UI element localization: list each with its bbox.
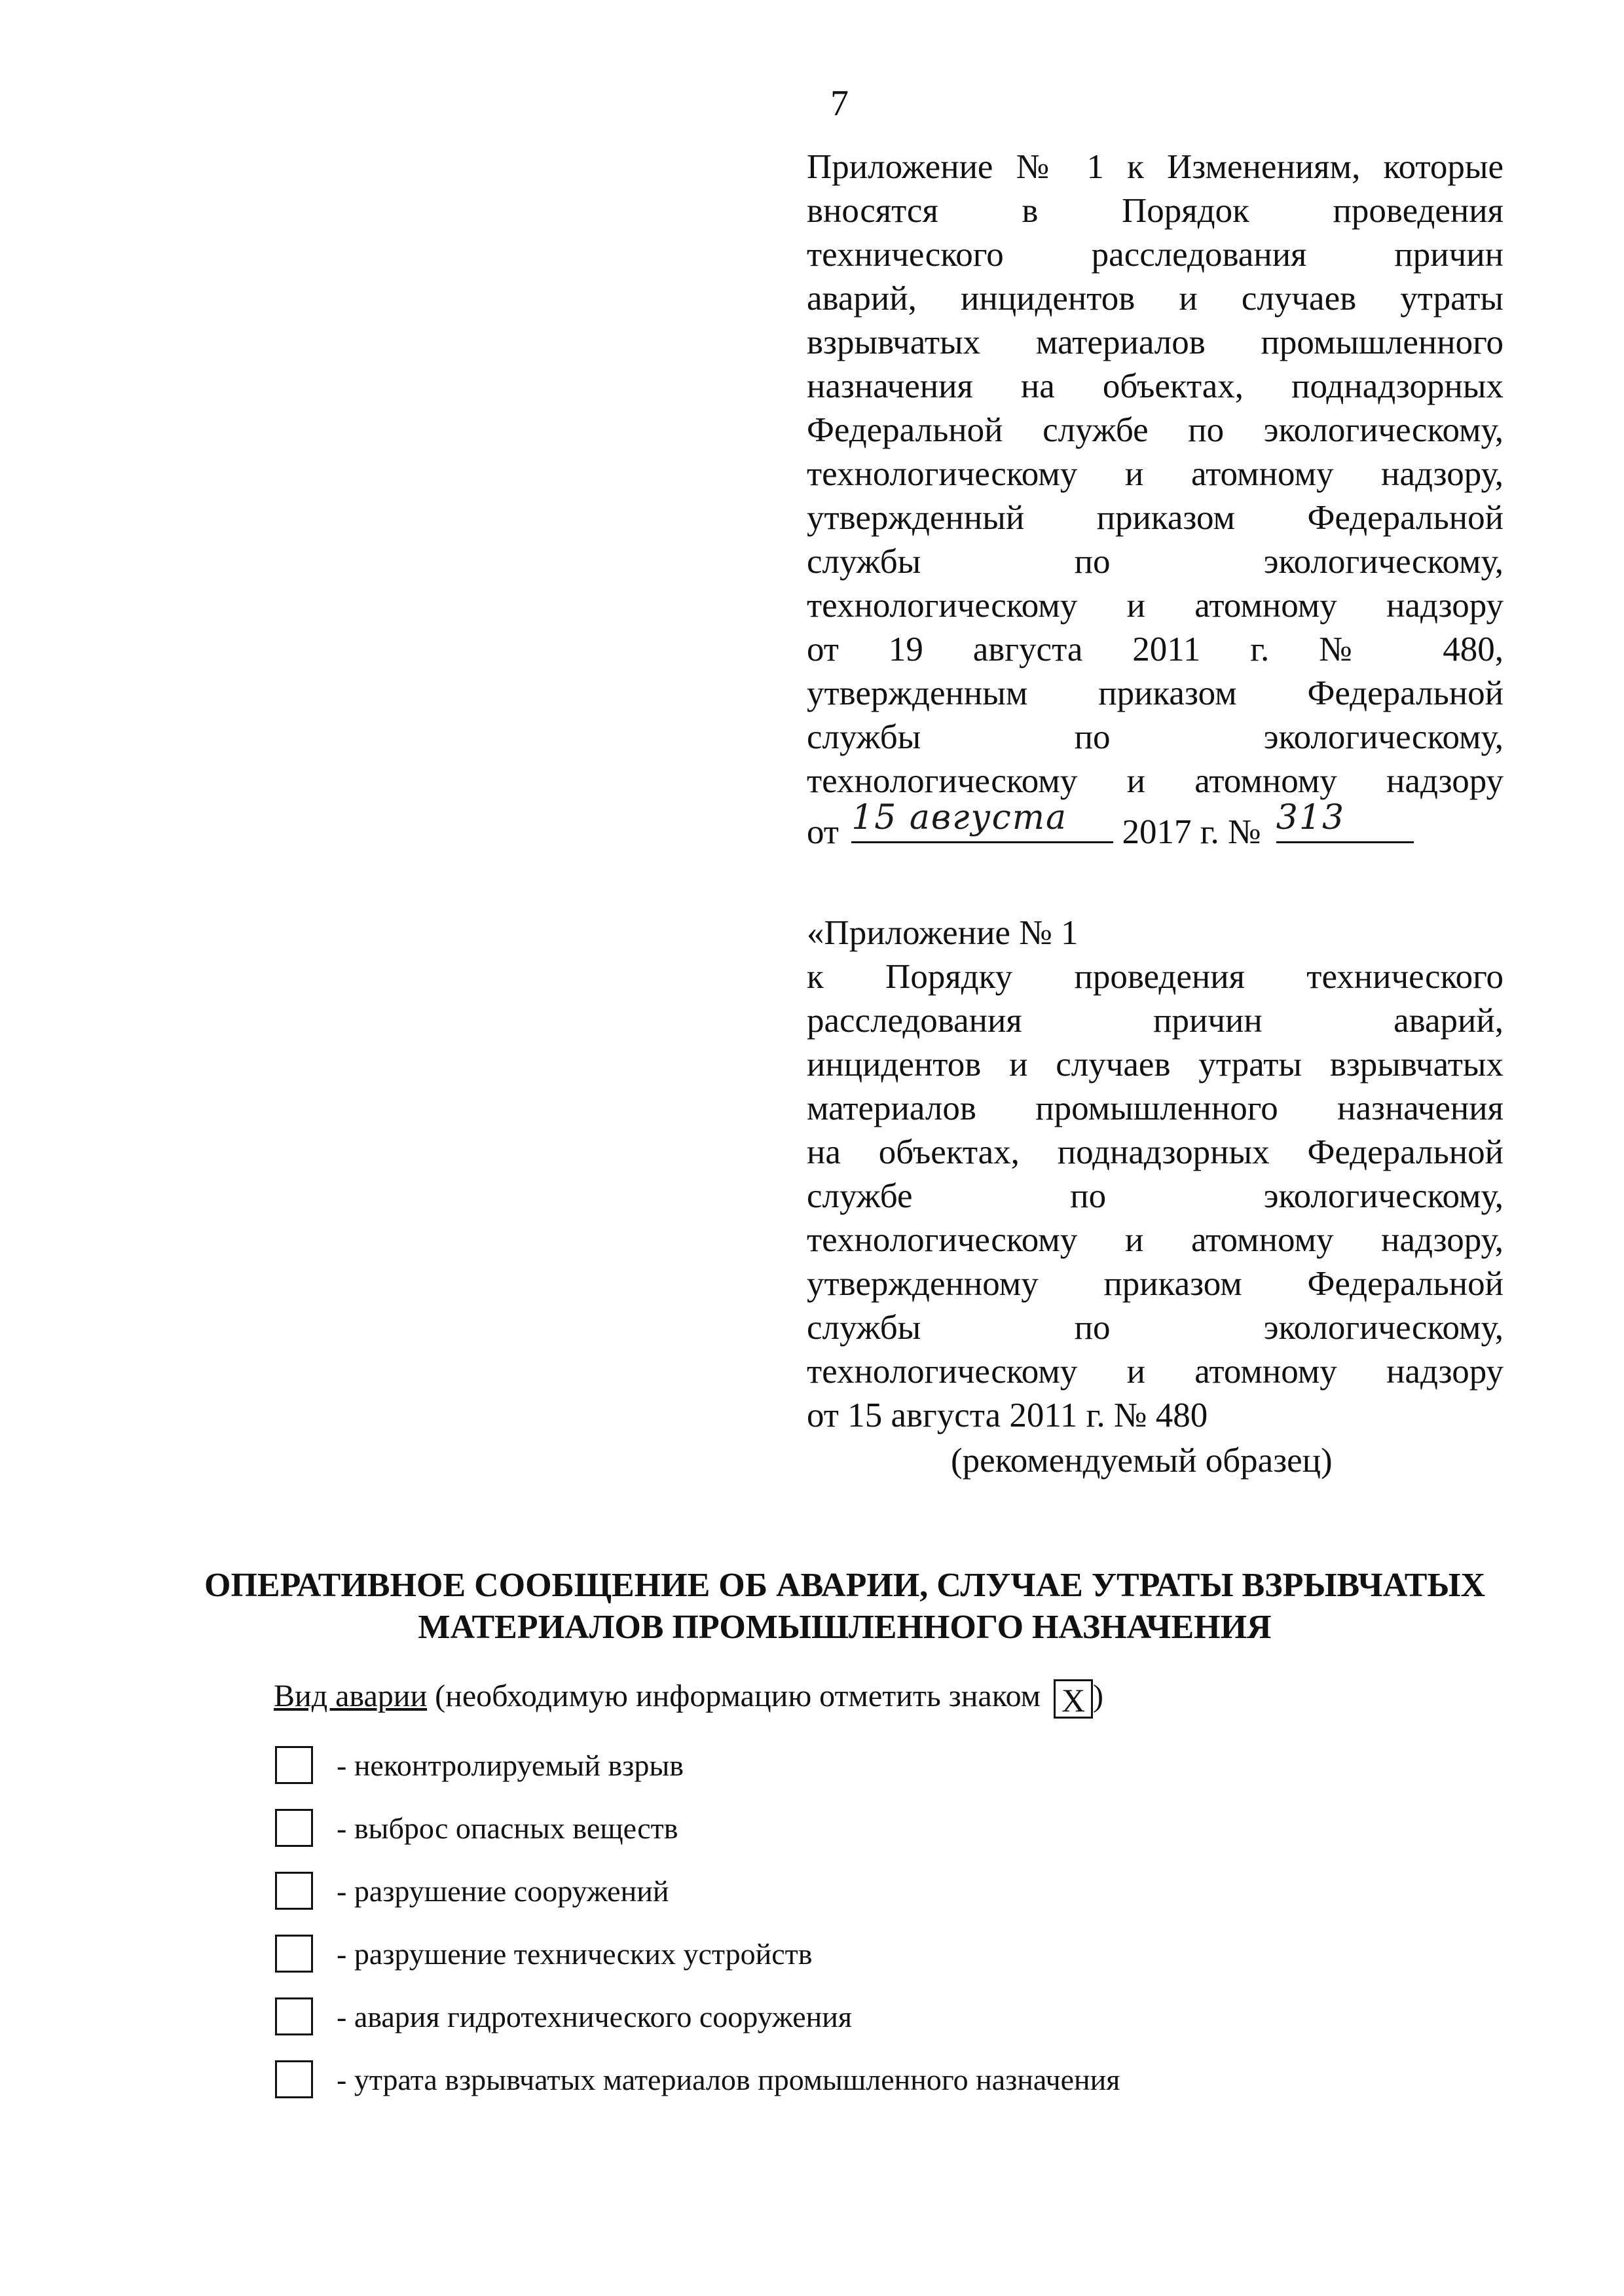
checkbox-structure-destruction[interactable] (275, 1872, 313, 1910)
order-date-field (851, 798, 1113, 843)
annex-line: утвержденному приказом Федеральной (807, 1265, 1504, 1303)
form-title-line-2: МАТЕРИАЛОВ ПРОМЫШЛЕННОГО НАЗНАЧЕНИЯ (418, 1609, 1272, 1646)
annex-first-line: «Приложение № 1 (807, 914, 1079, 952)
option-label: - утрата взрывчатых материалов промышленного назначения (337, 2062, 1120, 2096)
checkbox-hydro-structure-accident[interactable] (275, 1997, 313, 2035)
amendment-line: технологическому и атомному надзору (807, 587, 1504, 625)
accident-type-line (274, 1673, 1103, 1719)
amendment-line: Федеральной службе по экологическому, (807, 411, 1504, 449)
amendment-line: службы по экологическому, (807, 718, 1504, 756)
annex-line: службы по экологическому, (807, 1309, 1504, 1347)
handwritten-number: 313 (1276, 798, 1346, 837)
order-number-field (1276, 798, 1414, 843)
instruction-close: ) (1093, 1679, 1104, 1713)
amendment-header (807, 145, 1504, 854)
annex-line: технологическому и атомному надзору, (807, 1221, 1504, 1259)
amendment-line: технического расследования причин (807, 236, 1504, 274)
option-structure-destruction (275, 1859, 1120, 1922)
option-hydro-structure-accident (275, 1985, 1120, 2048)
example-mark-box: X (1054, 1679, 1093, 1719)
checkbox-hazardous-release[interactable] (275, 1809, 313, 1847)
amendment-line: от 19 августа 2011 г. № 480, (807, 630, 1504, 668)
option-uncontrolled-explosion (275, 1734, 1120, 1796)
option-explosives-loss (275, 2048, 1120, 2111)
annex-line: инцидентов и случаев утраты взрывчатых (807, 1046, 1504, 1084)
option-label: - выброс опасных веществ (337, 1811, 678, 1845)
form-title-line-1: ОПЕРАТИВНОЕ СООБЩЕНИЕ ОБ АВАРИИ, СЛУЧАЕ УТРАТЫ ВЗРЫВЧАТЫХ (204, 1567, 1485, 1604)
annex-last-line: от 15 августа 2011 г. № 480 (807, 1396, 1208, 1434)
amendment-line: аварий, инцидентов и случаев утраты (807, 280, 1504, 318)
annex-line: на объектах, поднадзорных Федеральной (807, 1133, 1504, 1171)
option-hazardous-release (275, 1796, 1120, 1859)
checkbox-device-destruction[interactable] (275, 1935, 313, 1973)
amendment-line: назначения на объектах, поднадзорных (807, 367, 1504, 405)
accident-options (275, 1734, 1120, 2111)
order-prefix: от (807, 813, 839, 851)
page-number: 7 (830, 83, 849, 124)
form-title (131, 1565, 1559, 1649)
option-label: - разрушение технических устройств (337, 1937, 813, 1971)
amendment-line: вносятся в Порядок проведения (807, 192, 1504, 230)
amendment-line: утвержденным приказом Федеральной (807, 674, 1504, 712)
annex-line: к Порядку проведения технического (807, 958, 1504, 996)
option-label: - авария гидротехнического сооружения (337, 1999, 853, 2033)
amendment-line: службы по экологическому, (807, 543, 1504, 581)
amendment-line: технологическому и атомному надзору (807, 762, 1504, 800)
option-label: - разрушение сооружений (337, 1874, 669, 1908)
checkbox-uncontrolled-explosion[interactable] (275, 1746, 313, 1784)
annex-line: материалов промышленного назначения (807, 1089, 1504, 1127)
annex-line: расследования причин аварий, (807, 1002, 1504, 1040)
option-device-destruction (275, 1922, 1120, 1985)
checkbox-explosives-loss[interactable] (275, 2060, 313, 2098)
annex-line: службе по экологическому, (807, 1177, 1504, 1215)
accident-type-label: Вид аварии (274, 1679, 428, 1713)
amendment-line: технологическому и атомному надзору, (807, 455, 1504, 493)
annex-line: технологическому и атомному надзору (807, 1353, 1504, 1391)
order-year-text: 2017 г. № (1122, 813, 1261, 851)
amendment-line: утвержденный приказом Федеральной (807, 499, 1504, 537)
sample-note: (рекомендуемый образец) (951, 1442, 1333, 1480)
handwritten-date: 15 августа (851, 798, 1068, 837)
option-label: - неконтролируемый взрыв (337, 1748, 684, 1782)
annex-header (807, 911, 1504, 1438)
amendment-line: взрывчатых материалов промышленного (807, 323, 1504, 361)
accident-type-instruction: (необходимую информацию отметить знаком (435, 1679, 1041, 1713)
amendment-line: Приложение № 1 к Изменениям, которые (807, 148, 1504, 186)
order-signature-line (807, 798, 1504, 854)
